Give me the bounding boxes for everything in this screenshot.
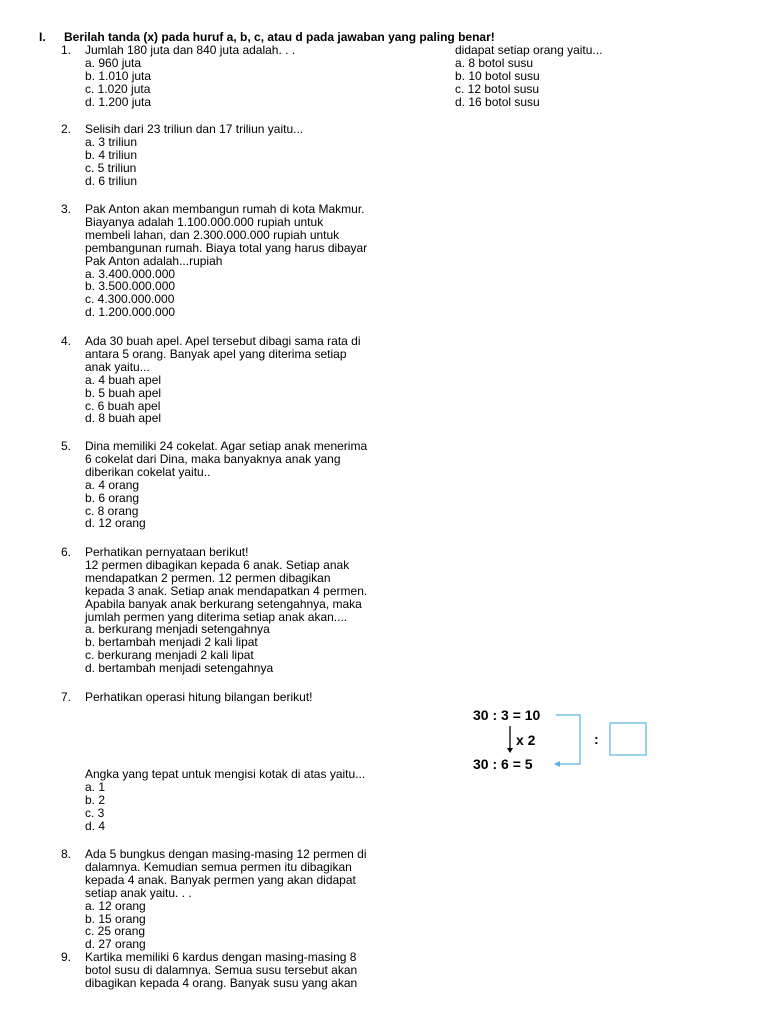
question-8 [85,768,365,833]
question-1 [61,43,296,109]
answer-box[interactable] [610,723,646,755]
question-number: 9. [61,950,72,964]
question-5 [61,439,368,531]
answer-option[interactable]: d. 1.200.000.000 [85,305,176,320]
answer-option[interactable]: b. 1.010 juta [85,68,152,83]
question-line: 6 cokelat dari Dina, maka banyaknya anak yang [85,451,341,466]
answer-option[interactable]: d. 6 triliun [85,173,138,188]
question-line: diberikan cokelat yaitu.. [85,464,211,479]
equation-top: 30 : 3 = 10 [473,707,541,723]
answer-option[interactable]: c. berkurang menjadi 2 kali lipat [85,648,254,663]
answer-option[interactable]: d. bertambah menjadi setengahnya [85,661,274,676]
answer-option[interactable]: a. 4 orang [85,477,140,492]
answer-option[interactable]: d. 27 orang [85,937,146,952]
answer-option[interactable]: a. 8 botol susu [455,55,534,70]
answer-option[interactable]: d. 8 buah apel [85,411,162,426]
answer-option[interactable]: b. 4 triliun [85,147,138,162]
operator-symbol: : [594,731,599,747]
question-line: Selisih dari 23 triliun dan 17 triliun yaitu... [85,122,304,136]
question-line: anak yaitu... [85,359,150,374]
question-10 [61,950,358,990]
question-6 [61,545,368,676]
question-number: 1. [61,43,72,57]
question-9 [61,847,367,952]
division-diagram [470,705,660,775]
answer-option[interactable]: a. 12 orang [85,898,146,913]
answer-option[interactable]: c. 5 triliun [85,160,137,175]
question-line: setiap anak yaitu. . . [85,885,192,900]
question-line: Pak Anton akan membangun rumah di kota Makmur. [85,202,365,216]
question-line: Angka yang tepat untuk mengisi kotak di atas yaitu... [85,767,366,781]
question-line: mendapatkan 2 permen. 12 permen dibagikan [85,570,331,585]
question-number: 6. [61,545,72,559]
question-line: 12 permen dibagikan kepada 6 anak. Setiap anak [85,557,350,572]
answer-option[interactable]: b. 15 orang [85,911,146,926]
answer-option[interactable]: b. 6 orang [85,490,140,505]
question-line: botol susu di dalamnya. Semua susu tersebut akan [85,962,358,977]
question-number: 5. [61,439,72,453]
question-line: Biayanya adalah 1.100.000.000 rupiah untuk [85,214,324,229]
question-2 [61,122,304,188]
bracket-arrowhead-icon [554,761,560,767]
answer-option[interactable]: b. 2 [85,792,106,807]
answer-option[interactable]: d. 1.200 juta [85,94,152,109]
question-line: membeli lahan, dan 2.300.000.000 rupiah untuk [85,227,340,242]
question-line: pembangunan rumah. Biaya total yang harus dibayar [85,240,368,255]
answer-option[interactable]: b. 10 botol susu [455,68,540,83]
question-7 [61,690,313,704]
answer-option[interactable]: a. 3.400.000.000 [85,266,176,281]
question-number: 8. [61,847,72,861]
instruction-text: Berilah tanda (x) pada huruf a, b, c, atau d pada jawaban yang paling benar! [64,30,495,44]
question-line: dalamnya. Kemudian semua permen itu dibagikan [85,859,352,874]
question-line: Kartika memiliki 6 kardus dengan masing-masing 8 [85,950,357,964]
answer-option[interactable]: c. 1.020 juta [85,81,151,96]
answer-option[interactable]: c. 12 botol susu [455,81,540,96]
answer-option[interactable]: c. 4.300.000.000 [85,292,175,307]
question-line: Apabila banyak anak berkurang setengahnya, maka [85,596,362,611]
question-9-continuation [455,44,602,109]
question-line: Ada 5 bungkus dengan masing-masing 12 permen di [85,847,367,861]
answer-option[interactable]: c. 8 orang [85,503,139,518]
answer-option[interactable]: c. 6 buah apel [85,398,161,413]
question-line: kepada 4 anak. Banyak permen yang akan didapat [85,872,356,887]
answer-option[interactable]: a. berkurang menjadi setengahnya [85,622,270,637]
answer-option[interactable]: c. 25 orang [85,924,146,939]
question-line: Jumlah 180 juta dan 840 juta adalah. . . [85,43,296,57]
answer-option[interactable]: c. 3 [85,805,105,820]
question-number: 2. [61,122,72,136]
question-line: jumlah permen yang diterima setiap anak akan.... [85,609,348,624]
question-number: 4. [61,334,72,348]
answer-option[interactable]: d. 12 orang [85,516,146,531]
question-line: didapat setiap orang yaitu... [455,43,603,57]
question-line: dibagikan kepada 4 orang. Banyak susu yang akan [85,975,358,990]
question-line: antara 5 orang. Banyak apel yang diterima setiap [85,346,347,361]
answer-option[interactable]: a. 1 [85,779,106,794]
answer-option[interactable]: b. 3.500.000.000 [85,279,176,294]
question-3 [61,202,368,320]
answer-option[interactable]: a. 4 buah apel [85,372,162,387]
down-arrowhead-icon [507,748,513,753]
answer-option[interactable]: a. 3 triliun [85,134,138,149]
equation-bottom: 30 : 6 = 5 [473,756,533,772]
answer-option[interactable]: b. bertambah menjadi 2 kali lipat [85,635,258,650]
bracket-arrow-icon [556,715,580,764]
question-number: 3. [61,202,72,216]
multiplier-label: x 2 [516,732,536,748]
question-line: Dina memiliki 24 cokelat. Agar setiap anak menerima [85,439,368,453]
section-instruction [39,31,495,44]
question-line: Ada 30 buah apel. Apel tersebut dibagi sama rata di [85,334,361,348]
answer-option[interactable]: d. 16 botol susu [455,94,540,109]
question-line: kepada 3 anak. Setiap anak mendapatkan 4 permen. [85,583,368,598]
answer-option[interactable]: d. 4 [85,818,106,833]
question-line: Perhatikan pernyataan berikut! [85,545,249,559]
question-4 [61,334,361,426]
question-line: Pak Anton adalah...rupiah [85,253,223,268]
answer-option[interactable]: a. 960 juta [85,55,142,70]
answer-option[interactable]: b. 5 buah apel [85,385,162,400]
question-number: 7. [61,690,72,704]
section-number: I. [39,30,46,44]
question-line: Perhatikan operasi hitung bilangan berikut! [85,690,313,704]
